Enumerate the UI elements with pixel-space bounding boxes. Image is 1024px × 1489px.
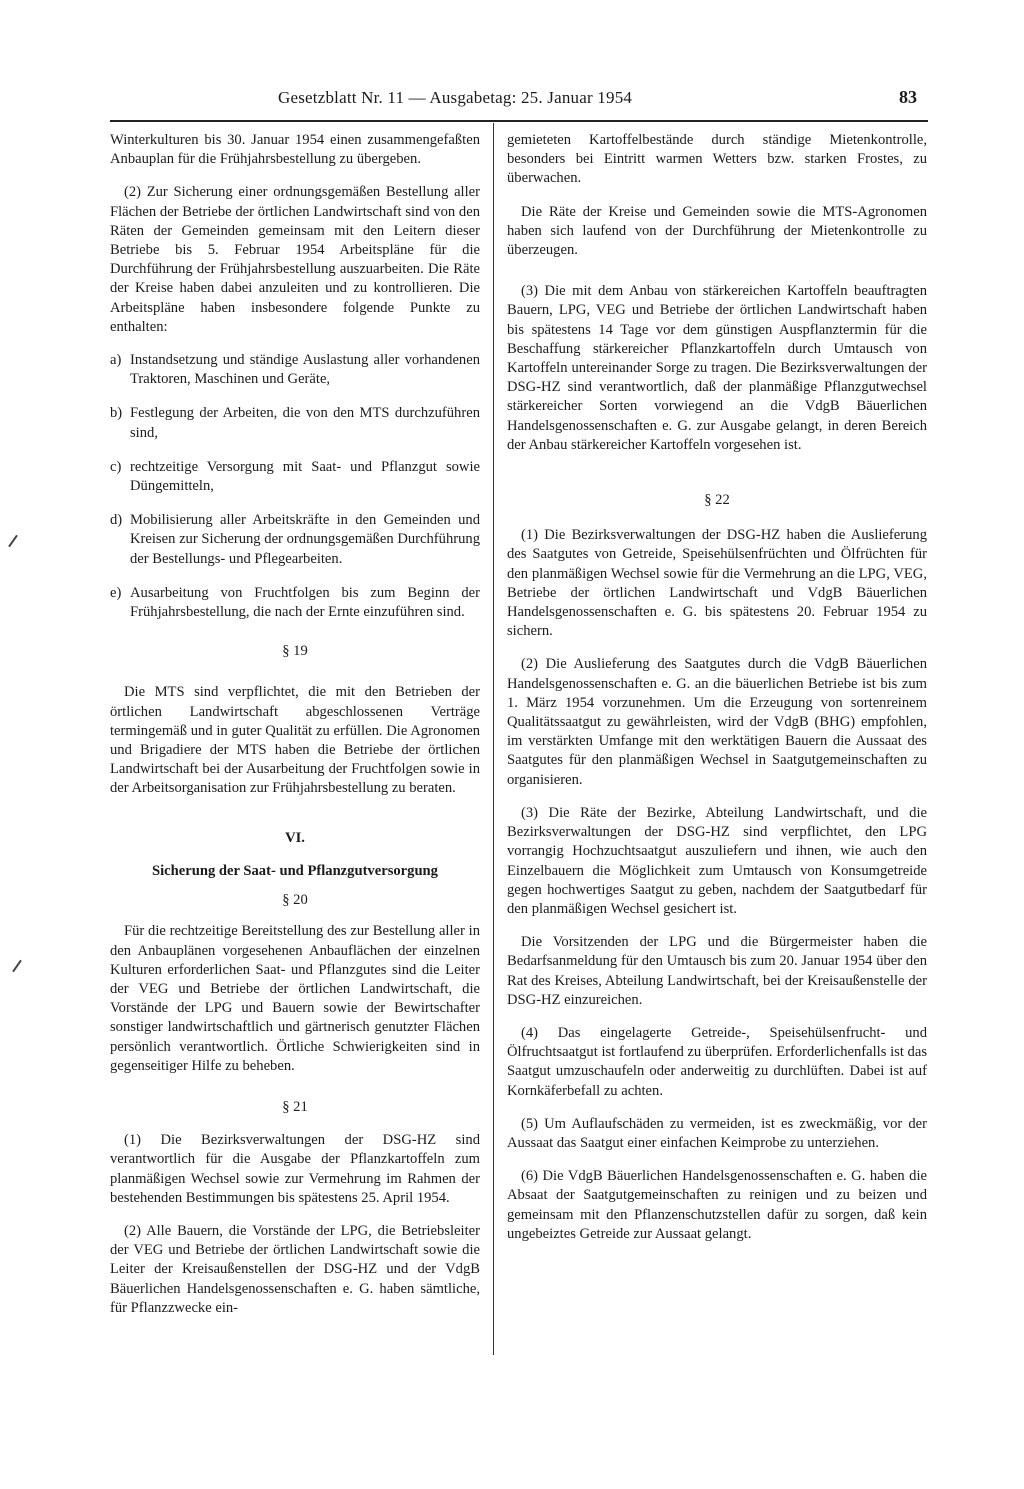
paragraph: (6) Die VdgB Bäuerlichen Handelsgenossenschaften e. G. haben die Absaat der Saatgutgemeinschaften zu reinigen und zu beizen und gemeinsam mit den Pflanzenschutzstellen dafür zu sorgen, daß kein ungebeiztes Getreide zur Aussaat gelangt. — [507, 1168, 927, 1242]
list-item — [110, 584, 480, 622]
list-item — [110, 404, 480, 442]
paragraph: (4) Das eingelagerte Getreide-, Speisehülsenfrucht- und Ölfruchtsaatgut ist fortlaufend zu überprüfen. Erforderlichenfalls ist das Saatgut umzuschaufeln oder anderweitig zu durchlüften. Dabei ist auf Kornkäferbefall zu achten. — [507, 1024, 927, 1099]
part-title: Sicherung der Saat- und Pflanzgutversorgung — [152, 862, 438, 879]
section-heading: § 21 — [282, 1098, 308, 1115]
list-label: e) — [110, 584, 122, 601]
header-rule — [110, 120, 928, 122]
margin-mark — [8, 535, 18, 548]
section-heading: § 19 — [282, 643, 308, 660]
list — [110, 351, 480, 622]
list-item — [110, 458, 480, 496]
page-number: 83 — [899, 87, 917, 107]
right-column — [507, 131, 927, 1244]
list-text: Mobilisierung aller Arbeitskräfte in den Gemeinden und Kreisen zur Sicherung der ordnungsgemäßen Durchführung der Bestellungs- und Pflegearbeiten. — [130, 512, 480, 567]
list-text: Instandsetzung und ständige Auslastung aller vorhandenen Traktoren, Maschinen und Geräte, — [130, 352, 480, 388]
paragraph: (5) Um Auflaufschäden zu vermeiden, ist es zweckmäßig, vor der Aussaat das Saatgut einer einfachen Keimprobe zu unterziehen. — [507, 1115, 927, 1151]
list-text: Ausarbeitung von Fruchtfolgen bis zum Beginn der Frühjahrsbestellung, die nach der Ernte einzuführen sind. — [130, 584, 480, 621]
list-label: b) — [110, 405, 123, 422]
paragraph: Die MTS sind verpflichtet, die mit den Betrieben der örtlichen Landwirtschaft abgeschlossenen Verträge termingemäß und in guter Qualität zu erfüllen. Die Agronomen und Brigadiere der MTS haben die Betriebe der örtlichen Landwirtschaft bei der Ausarbeitung der Fruchtfolgen sowie in der Arbeitsorganisation zur Frühjahrsbestellung zu beraten. — [110, 684, 480, 797]
paragraph: (2) Zur Sicherung einer ordnungsgemäßen Bestellung aller Flächen der Betriebe der örtlichen Landwirtschaft sind von den Räten der Gemeinden gemeinsam mit den Leitern dieser Betriebe bis 5. Februar 1954 Arbeitspläne für die Durchführung der Frühjahrsbestellung auszuarbeiten. Die Räte der Kreise haben dabei anzuleiten und zu kontrollieren. Die Arbeitspläne haben insbesondere folgende Punkte zu enthalten: — [110, 184, 480, 335]
margin-mark — [12, 960, 22, 973]
left-column — [110, 131, 480, 1318]
list-text: Festlegung der Arbeiten, die von den MTS durchzuführen sind, — [130, 405, 480, 441]
list-label: d) — [110, 512, 123, 529]
section-heading: § 20 — [282, 892, 308, 909]
list-item — [110, 511, 480, 569]
part-number: VI. — [285, 829, 305, 846]
section-heading: § 22 — [704, 492, 730, 509]
list-label: a) — [110, 352, 122, 369]
paragraph: Die Räte der Kreise und Gemeinden sowie die MTS-Agronomen haben sich laufend von der Durchführung der Mietenkontrolle zu überzeugen. — [507, 203, 927, 259]
paragraph: Für die rechtzeitige Bereitstellung des zur Bestellung aller in den Anbauplänen vorgesehenen Anbauflächen der einzelnen Kulturen erforderlichen Saat- und Pflanzgutes sind die Leiter der VEG und Betriebe der örtlichen Landwirtschaft, die Vorstände der LPG und Bauern sowie der Bewirtschafter sonstiger landwirtschaftlich und gärtnerisch genutzter Flächen persönlich verantwortlich. Örtliche Schwierigkeiten sind in gegenseitiger Hilfe zu beheben. — [110, 923, 480, 1074]
paragraph: Winterkulturen bis 30. Januar 1954 einen zusammengefaßten Anbauplan für die Frühjahrsbestellung zu übergeben. — [110, 132, 480, 168]
column-divider — [493, 123, 494, 1355]
paragraph: (1) Die Bezirksverwaltungen der DSG-HZ sind verantwortlich für die Ausgabe der Pflanzkartoffeln zum planmäßigen Wechsel sowie zur Vermehrung im Rahmen der bestehenden Bestimmungen bis spätestens 25. April 1954. — [110, 1132, 480, 1206]
list-label: c) — [110, 458, 122, 475]
paragraph: (3) Die mit dem Anbau von stärkereichen Kartoffeln beauftragten Bauern, LPG, VEG und Betriebe der örtlichen Landwirtschaft haben bis spätestens 14 Tage vor dem günstigen Auspflanztermin für die Beschaffung stärkereicher Pflanzkartoffeln durch Umtausch von Kartoffeln untereinander Sorge zu tragen. Die Bezirksverwaltungen der DSG-HZ sind verantwortlich, daß der planmäßige Pflanzgutwechsel stärkereicher Sorten vorwiegend an die VdgB Bäuerlichen Handelsgenossenschaften e. G. zur Ausgabe gelangt, in deren Bereich der Anbau stärkereicher Kartoffeln vorgesehen ist. — [507, 283, 927, 453]
paragraph: (2) Alle Bauern, die Vorstände der LPG, die Betriebsleiter der VEG und Betriebe der örtlichen Landwirtschaft sowie die Leiter der Kreisaußenstellen der DSG-HZ und der VdgB Bäuerlichen Handelsgenossenschaften e. G. haben sämtliche, für Pflanzzwecke ein- — [110, 1222, 480, 1316]
paragraph: (3) Die Räte der Bezirke, Abteilung Landwirtschaft, und die Bezirksverwaltungen der DSG-HZ sind verpflichtet, den LPG vorrangig Hochzuchtsaatgut auszuliefern und ihnen, wie auch den Einzelbauern die Möglichkeit zum Umtausch von Konsumgetreide gegen hochwertiges Saatgut zu geben, nachdem der Saatgutbedarf für den planmäßigen Wechsel gesichert ist. — [507, 804, 927, 917]
paragraph: (2) Die Auslieferung des Saatgutes durch die VdgB Bäuerlichen Handelsgenossenschaften e. G. an die bäuerlichen Betriebe ist bis zum 1. März 1954 vorzunehmen. Um die Erzeugung von sortenreinem Qualitätssaatgut zu gewährleisten, wird der VdgB (BHG) empfohlen, im verstärkten Umfange mit den werktätigen Bauern die Aussaat des Saatgutes für den planmäßigen Wechsel in Saatgutgemeinschaften zu organisieren. — [507, 656, 927, 788]
paragraph: Die Vorsitzenden der LPG und die Bürgermeister haben die Bedarfsanmeldung für den Umtausch bis zum 20. Januar 1954 über den Rat des Kreises, Abteilung Landwirtschaft, bei der Kreisaußenstelle der DSG-HZ einzureichen. — [507, 934, 927, 1008]
paragraph: gemieteten Kartoffelbestände durch ständige Mietenkontrolle, besonders bei Eintritt warmen Wetters bzw. starken Frostes, zu überwachen. — [507, 132, 927, 187]
page-header — [0, 88, 1024, 118]
list-item — [110, 351, 480, 389]
header-title: Gesetzblatt Nr. 11 — Ausgabetag: 25. Januar 1954 — [278, 88, 633, 107]
list-text: rechtzeitige Versorgung mit Saat- und Pflanzgut sowie Düngemitteln, — [130, 458, 480, 495]
paragraph: (1) Die Bezirksverwaltungen der DSG-HZ haben die Auslieferung des Saatgutes von Getreide, Speisehülsenfrüchten und Ölfrüchten für den planmäßigen Wechsel sowie für die Vermehrung an die LPG, VEG, Betriebe der örtlichen Landwirtschaft und VdgB Bäuerlichen Handelsgenossenschaften e. G. bis spätestens 20. Februar 1954 zu sichern. — [507, 527, 927, 640]
